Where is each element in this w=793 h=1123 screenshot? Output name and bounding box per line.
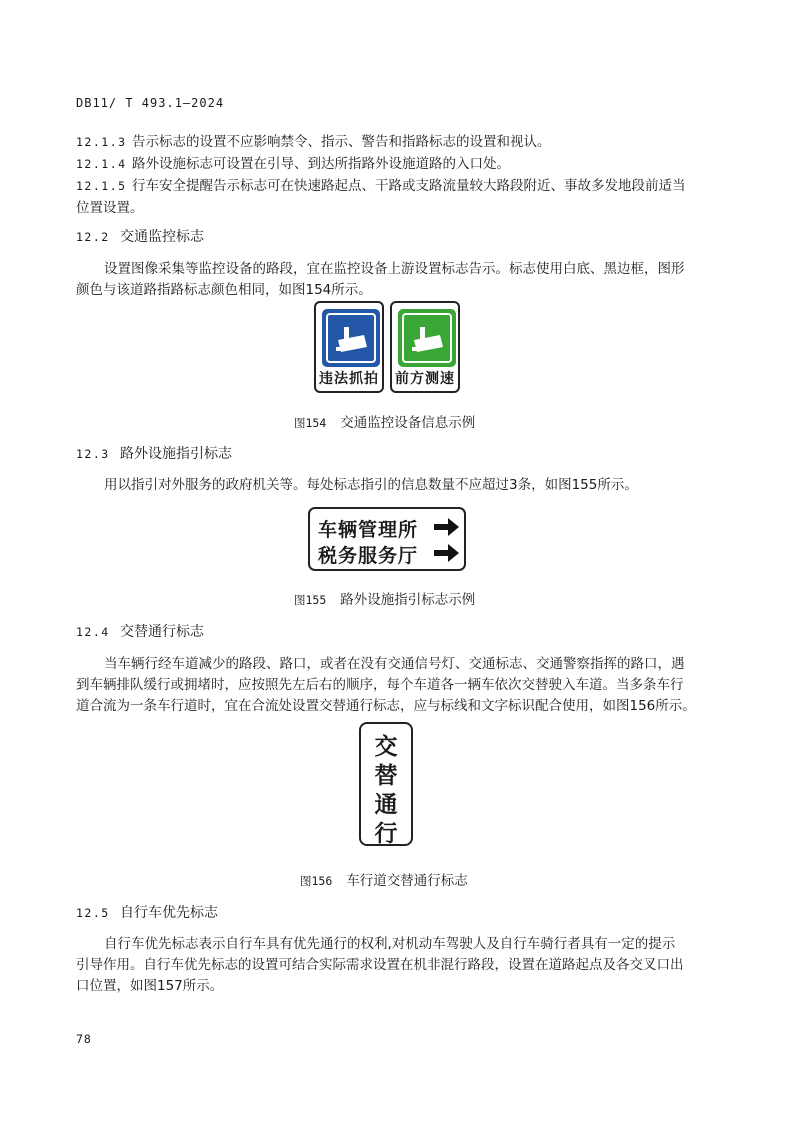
paragraph-line: 用以指引对外服务的政府机关等。每处标志指引的信息数量不应超过3条，如图155所示。 <box>104 477 638 493</box>
alternate-passage-sign <box>359 722 413 846</box>
paragraph-line: 颜色与该道路指路标志颜色相同，如图154所示。 <box>76 282 372 298</box>
paragraph-line: 设置图像采集等监控设备的路段，宜在监控设备上游设置标志告示。标志使用白底、黑边框，图形 <box>104 261 685 277</box>
camera-icon <box>398 309 456 367</box>
paragraph-line: 到车辆排队缓行或拥堵时，应按照先左后右的顺序，每个车道各一辆车依次交替驶入车道。当多条车行 <box>76 677 684 693</box>
clause-12-1-5 <box>76 174 686 194</box>
figure-title: 路外设施指引标志示例 <box>340 592 476 608</box>
section-heading-12-5 <box>76 902 218 922</box>
section-title: 路外设施指引标志 <box>120 446 232 462</box>
sign-character: 行 <box>374 821 398 847</box>
paragraph-line: 引导作用。自行车优先标志的设置可结合实际需求设置在机非混行路段，设置在道路起点及各交叉口出 <box>76 957 684 973</box>
section-heading-12-3 <box>76 443 232 463</box>
sign-label: 前方测速 <box>395 371 455 387</box>
sign-speed-check <box>390 301 460 393</box>
figure-number: 图155 <box>294 593 327 607</box>
sign-character: 交 <box>374 734 398 760</box>
green-panel <box>398 309 456 367</box>
camera-icon <box>322 309 380 367</box>
figure-number: 图154 <box>294 416 327 430</box>
figure-caption-154 <box>294 411 475 431</box>
clause-number: 12.1.4 <box>76 157 127 171</box>
paragraph-line: 当车辆行经车道减少的路段、路口，或者在没有交通信号灯、交通标志、交通警察指挥的路口，遇 <box>104 656 685 672</box>
clause-text: 行车安全提醒告示标志可在快速路起点、干路或支路流量较大路段附近、事故多发地段前适当 <box>132 178 686 194</box>
section-number: 12.5 <box>76 906 110 920</box>
clause-continuation: 位置设置。 <box>76 200 144 216</box>
document-code: DB11/ T 493.1—2024 <box>76 96 225 110</box>
figure-title: 交通监控设备信息示例 <box>340 415 476 431</box>
section-title: 交通监控标志 <box>120 229 204 245</box>
figure-caption-155 <box>294 588 475 608</box>
section-heading-12-2 <box>76 226 204 246</box>
arrow-right-icon <box>432 517 460 537</box>
guide-sign <box>308 507 466 571</box>
figure-caption-156 <box>300 869 468 889</box>
sign-label: 违法抓拍 <box>319 371 379 387</box>
sign-violation-capture <box>314 301 384 393</box>
guide-row <box>318 515 418 542</box>
guide-destination: 车辆管理所 <box>318 519 419 541</box>
section-title: 自行车优先标志 <box>120 905 218 921</box>
figure-number: 图156 <box>300 874 333 888</box>
paragraph-line: 口位置，如图157所示。 <box>76 978 224 994</box>
page-number: 78 <box>76 1032 92 1046</box>
figure-title: 车行道交替通行标志 <box>346 873 468 889</box>
section-number: 12.2 <box>76 230 110 244</box>
guide-destination: 税务服务厅 <box>318 545 419 567</box>
clause-number: 12.1.3 <box>76 135 127 149</box>
guide-row <box>318 541 418 568</box>
clause-text: 告示标志的设置不应影响禁令、指示、警告和指路标志的设置和视认。 <box>132 134 551 150</box>
section-heading-12-4 <box>76 621 204 641</box>
paragraph-line: 自行车优先标志表示自行车具有优先通行的权利,对机动车驾驶人及自行车骑行者具有一定的提示 <box>104 936 676 952</box>
sign-character: 替 <box>374 763 398 789</box>
paragraph-line: 道合流为一条车行道时，宜在合流处设置交替通行标志，应与标线和文字标识配合使用，如图156所示。 <box>76 698 696 714</box>
clause-12-1-4 <box>76 152 510 172</box>
clause-12-1-3 <box>76 130 551 150</box>
section-title: 交替通行标志 <box>120 624 204 640</box>
section-number: 12.3 <box>76 447 110 461</box>
blue-panel <box>322 309 380 367</box>
sign-character: 通 <box>374 792 398 818</box>
section-number: 12.4 <box>76 625 110 639</box>
clause-text: 路外设施标志可设置在引导、到达所指路外设施道路的入口处。 <box>132 156 510 172</box>
arrow-right-icon <box>432 543 460 563</box>
clause-number: 12.1.5 <box>76 179 127 193</box>
